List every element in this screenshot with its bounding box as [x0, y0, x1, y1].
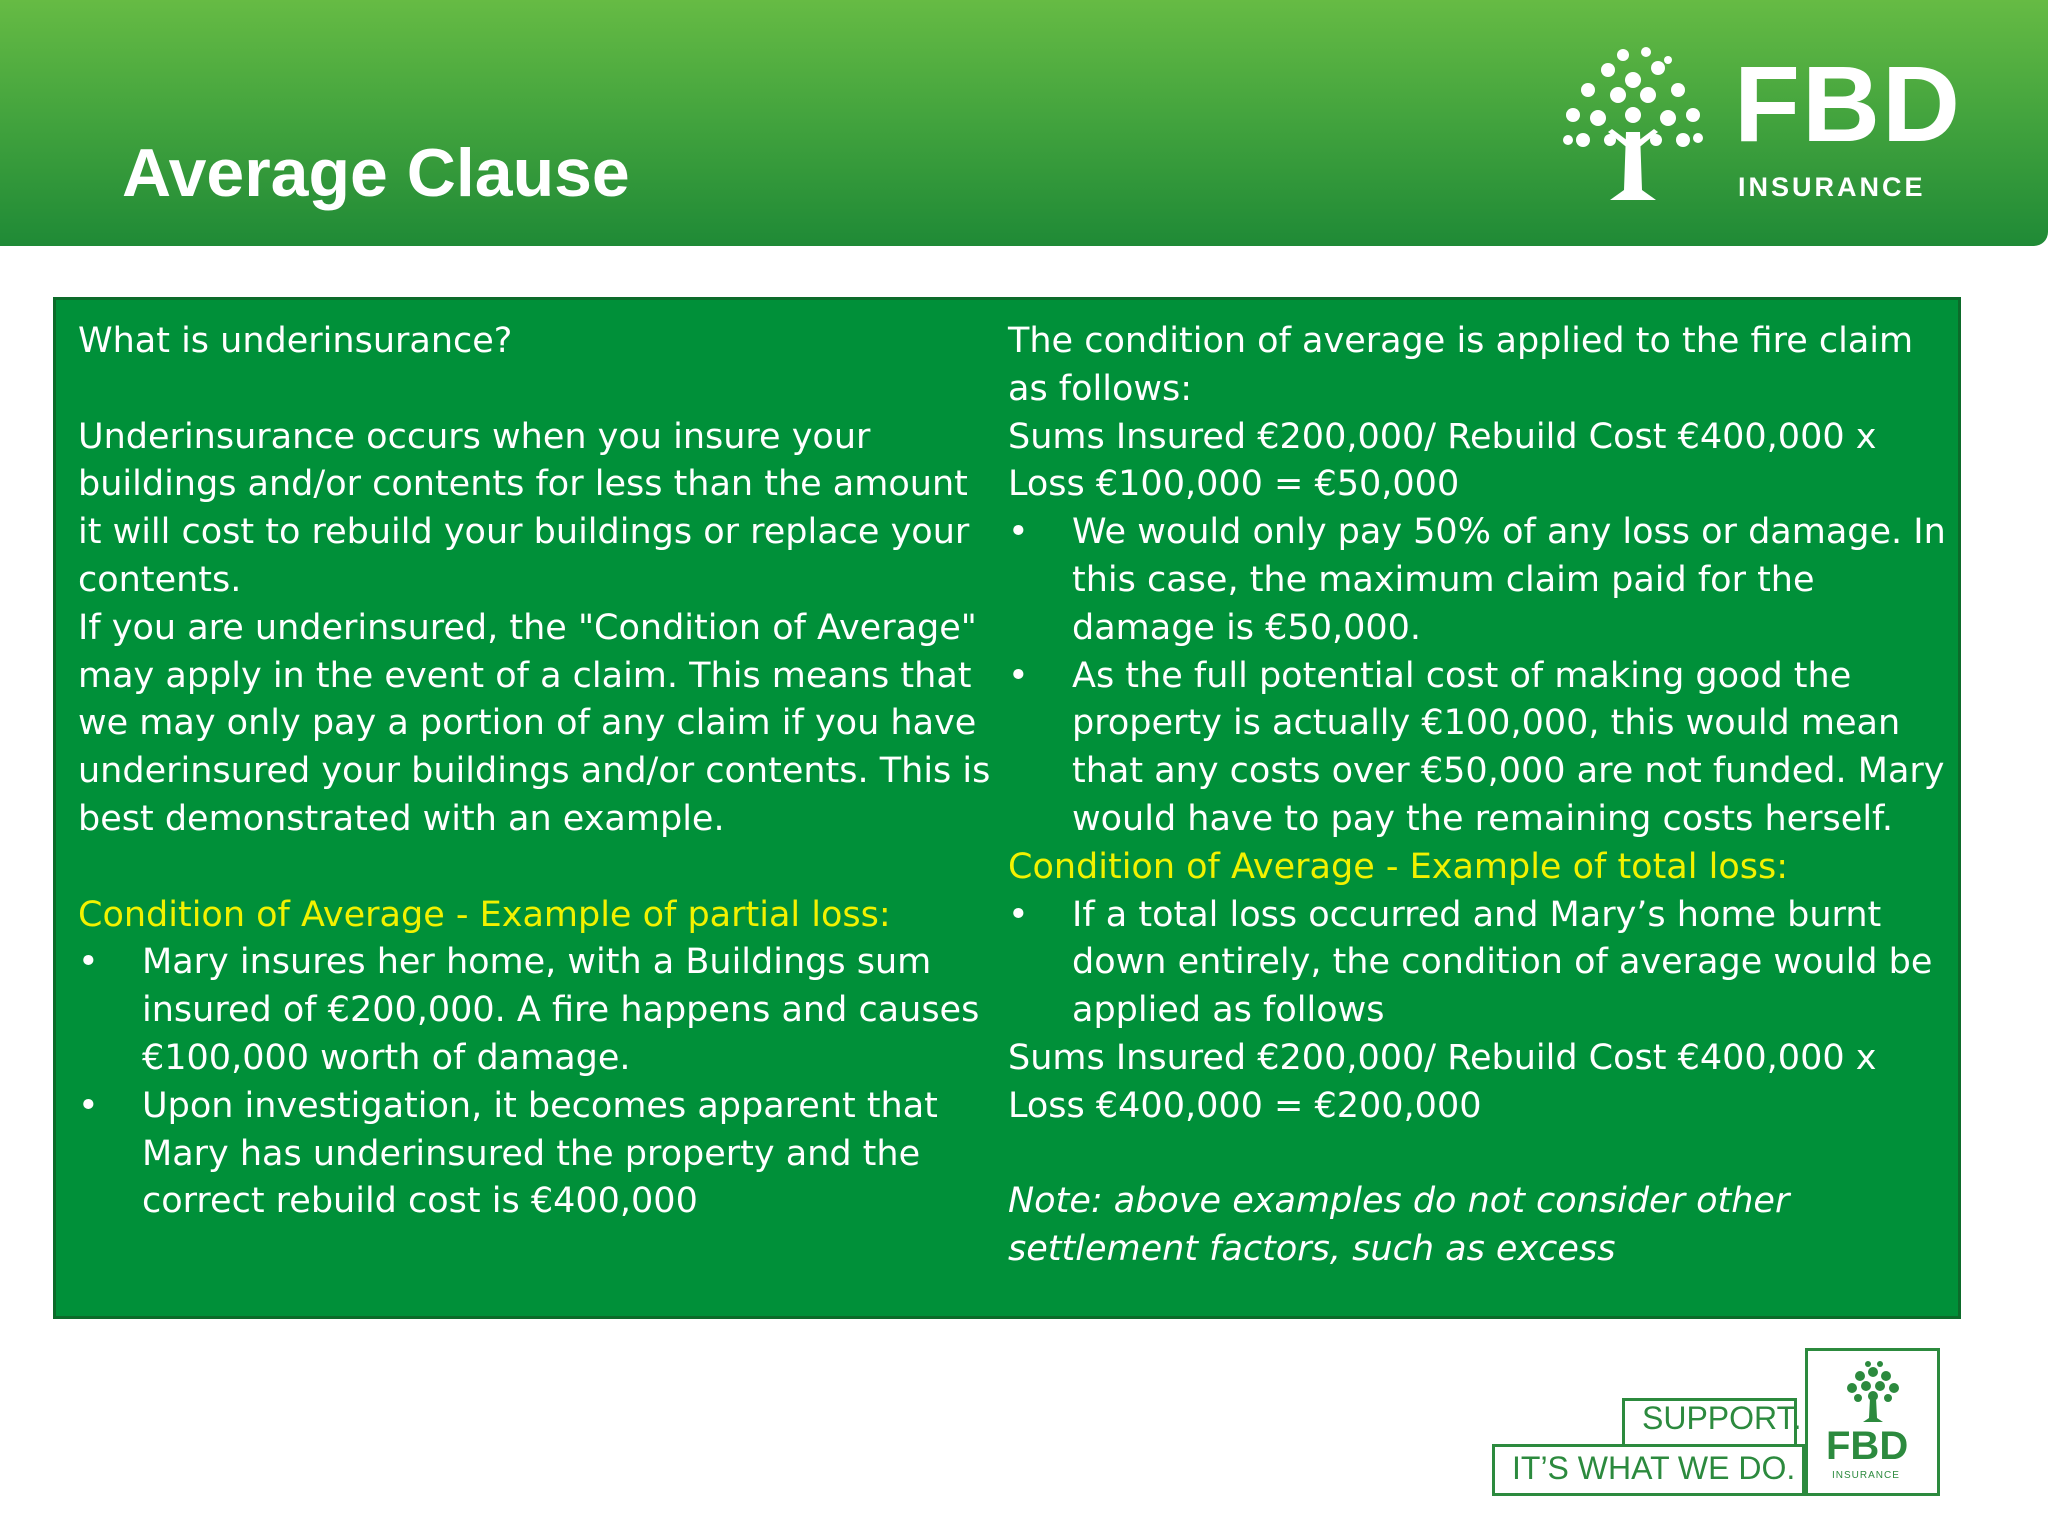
total-loss-heading: Condition of Average - Example of total loss: — [1008, 846, 1788, 887]
underinsurance-definition: Underinsurance occurs when you insure your buildings and/or contents for less than the amount it will cost to rebuild your buildings or replace your contents. — [78, 416, 970, 600]
badge-logo-subtitle: INSURANCE — [1832, 1470, 1900, 1481]
support-badge — [1492, 1348, 1942, 1498]
bullet-icon: • — [1008, 894, 1029, 935]
bullet-icon: • — [78, 942, 99, 983]
list-item: • If a total loss occurred and Mary’s home burnt down entirely, the condition of average would be applied as follows — [1008, 892, 1948, 1035]
bullet-icon: • — [78, 1085, 99, 1126]
partial-loss-heading: Condition of Average - Example of partial loss: — [78, 894, 891, 935]
bullet-icon: • — [1008, 512, 1029, 553]
tree-icon — [1838, 1358, 1908, 1426]
page-title: Average Clause — [122, 135, 630, 211]
left-column — [78, 318, 998, 1226]
right-column — [1008, 318, 1948, 1274]
bullet-icon: • — [1008, 655, 1029, 696]
question-heading: What is underinsurance? — [78, 321, 513, 361]
partial-loss-outcome-list — [1008, 509, 1948, 844]
total-loss-list — [1008, 892, 1948, 1035]
badge-tagline-text: IT’S WHAT WE DO. — [1512, 1450, 1796, 1486]
header-bar — [0, 0, 2048, 246]
total-loss-formula: Sums Insured €200,000/ Rebuild Cost €400,000 x Loss €400,000 = €200,000 — [1008, 1037, 1877, 1126]
settlement-note: Note: above examples do not consider other settlement factors, such as excess — [1008, 1181, 1790, 1270]
list-item: • Upon investigation, it becomes apparent that Mary has underinsured the property and the correct rebuild cost is €400,000 — [78, 1083, 998, 1226]
list-item: • As the full potential cost of making good the property is actually €100,000, this would mean that any costs over €50,000 are not funded. Mary would have to pay the remaining costs herself. — [1008, 653, 1948, 844]
condition-explanation: If you are underinsured, the "Condition of Average" may apply in the event of a claim. This means that we may only pay a portion of any claim if you have underinsured your buildings and/or contents. This is best demonstrated with an example. — [78, 607, 991, 839]
list-item: • Mary insures her home, with a Buildings sum insured of €200,000. A fire happens and causes €100,000 worth of damage. — [78, 939, 998, 1082]
logo-subtitle: INSURANCE — [1738, 172, 1926, 202]
content-panel — [53, 297, 1961, 1319]
badge-support-text: SUPPORT. — [1642, 1400, 1802, 1436]
tree-icon — [1548, 40, 1718, 208]
badge-logo-wordmark: FBD — [1826, 1424, 1909, 1468]
list-item: • We would only pay 50% of any loss or damage. In this case, the maximum claim paid for the damage is €50,000. — [1008, 509, 1948, 652]
application-intro: The condition of average is applied to the fire claim as follows: — [1008, 321, 1914, 409]
partial-loss-list — [78, 939, 998, 1226]
fbd-logo — [1548, 40, 1962, 208]
logo-wordmark: FBD — [1734, 43, 1962, 164]
partial-loss-formula: Sums Insured €200,000/ Rebuild Cost €400,000 x Loss €100,000 = €50,000 — [1008, 416, 1877, 505]
